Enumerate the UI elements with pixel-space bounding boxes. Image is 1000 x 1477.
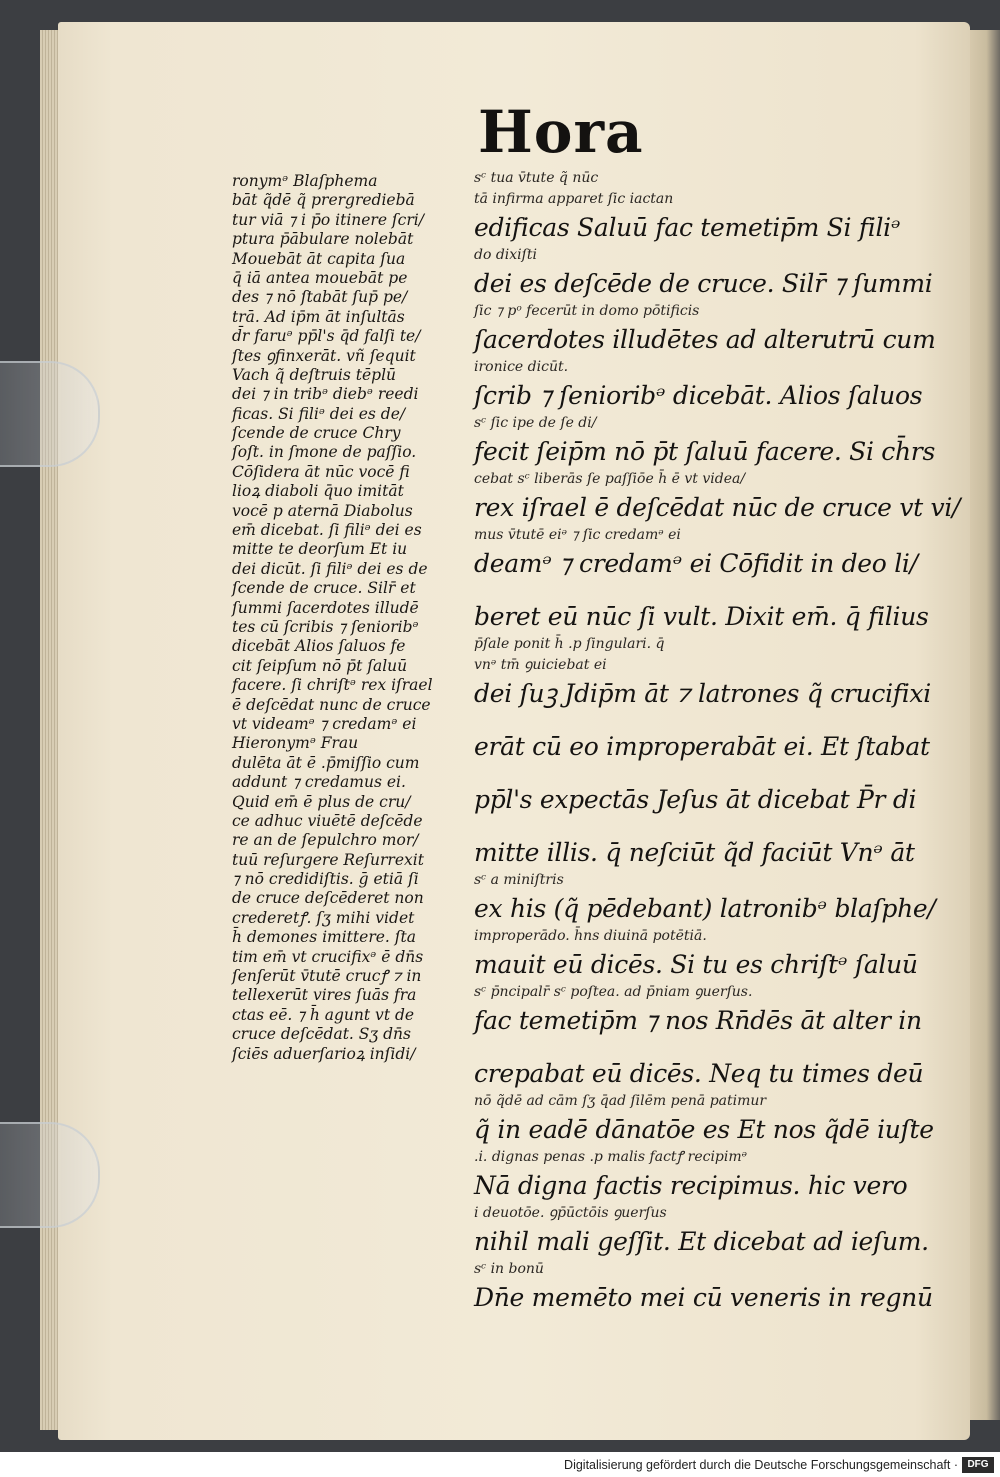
text-line: Nā digna factis recipimus. hic vero bbox=[474, 1171, 908, 1200]
commentary-line: ptura p̄ābulare nolebāt bbox=[232, 230, 414, 249]
commentary-line: dei dicūt. ſi filiᵊ dei es de bbox=[232, 559, 428, 578]
gloss-line: sᶜ ſic ipe de ſe di/ bbox=[474, 415, 597, 431]
commentary-line: ſoſt. in ſmone de paſſio. bbox=[232, 443, 417, 462]
gloss-line: ſic ⁊ pᵒ fecerūt in domo pōtificis bbox=[474, 303, 700, 319]
commentary-line: re an de ſepulchro mor/ bbox=[232, 831, 419, 850]
gloss-line: nō q̃dē ad cām ſʒ q̄ad ſilēm penā patimur bbox=[474, 1093, 767, 1109]
main-text-column bbox=[474, 168, 961, 1315]
gloss-line: i deuotōe. ꝯp̄ūctōis ꝯuerſus bbox=[474, 1205, 667, 1221]
commentary-column bbox=[232, 172, 458, 1064]
gloss-line: vnᵊ tm̄ ꝯuiciebat ei bbox=[474, 657, 607, 673]
facing-page-edge bbox=[966, 30, 1000, 1420]
commentary-line: trā. Ad ip̄m āt inſultās bbox=[232, 307, 405, 326]
commentary-line: des ⁊ nō ſtabāt ſup̄ pe/ bbox=[232, 288, 408, 307]
text-line: pp̄l's expectās Jeſus āt dicebat P̄r di bbox=[474, 785, 917, 814]
text-line: nihil mali geſſit. Et dicebat ad ieſum. bbox=[474, 1227, 929, 1256]
commentary-line: ctas eē. ⁊ h̄ agunt vt de bbox=[232, 1005, 415, 1024]
commentary-line: crederetꝭ. ſʒ mihi videt bbox=[232, 908, 415, 927]
commentary-line: de cruce deſcēderet non bbox=[232, 889, 424, 908]
commentary-line: ce adhuc viuētē deſcēde bbox=[232, 811, 423, 830]
commentary-line: ſcende de cruce. Silr̄ et bbox=[232, 579, 416, 598]
text-line: ſacerdotes illudētes ad alterutrū cum bbox=[474, 325, 936, 354]
text-line: rex iſrael ē deſcēdat nūc de cruce vt vi/ bbox=[474, 493, 961, 522]
commentary-line: ⁊ nō credidiſtis. ḡ etiā ſi bbox=[232, 870, 419, 889]
text-line: mauit eū dicēs. Si tu es chriſtᵊ ſaluū bbox=[474, 950, 918, 979]
commentary-line: Quid em̄ ē plus de cru/ bbox=[232, 792, 411, 811]
commentary-line: ſtes ꝯfinxerāt. vñ ſequit bbox=[232, 346, 416, 365]
funding-credit: Digitalisierung gefördert durch die Deutsche Forschungsgemeinschaft · bbox=[564, 1458, 958, 1472]
commentary-line: facere. ſi chriſtᵊ rex iſrael bbox=[232, 676, 433, 695]
gloss-line: sᶜ tua v̄tute q̃ nūc bbox=[474, 170, 599, 186]
text-line: crepabat eū dicēs. Neq tu times deū bbox=[474, 1059, 924, 1088]
commentary-line: vocē p aternā Diabolus bbox=[232, 501, 413, 520]
commentary-line: cit ſeipſum nō p̄t ſaluū bbox=[232, 656, 408, 675]
text-line: ex his (q̃ pēdebant) latronibᵊ blaſphe/ bbox=[474, 894, 936, 923]
gloss-line: .i. dignas penas .p malis factꝭ recipimᵊ bbox=[474, 1149, 748, 1165]
text-line: fac temetip̄m ⁊ nos Rn̄dēs āt alter in bbox=[474, 1006, 922, 1035]
gloss-line: cebat sᶜ liberās ſe paſſiōe h̄ ē vt videa/ bbox=[474, 471, 746, 487]
gloss-line: do dixiſti bbox=[474, 247, 537, 263]
gloss-line: tā infirma apparet ſic iactan bbox=[474, 191, 674, 207]
dfg-logo: DFG bbox=[962, 1457, 994, 1473]
commentary-line: ſciēs aduerſarioꝝ inſidi/ bbox=[232, 1044, 416, 1063]
commentary-line: em̄ dicebat. ſi filiᵊ dei es bbox=[232, 521, 422, 540]
commentary-line: ſummi ſacerdotes illudē bbox=[232, 598, 419, 617]
commentary-line: bāt q̃dē q̃ prergrediebā bbox=[232, 191, 415, 210]
commentary-line: ſenſerūt v̄tutē crucꝭ ⁊ in bbox=[232, 967, 422, 986]
text-line: fecit ſeip̄m nō p̄t ſaluū facere. Si ch̄rs bbox=[474, 437, 935, 466]
line-gap bbox=[474, 764, 886, 782]
text-line: Dn̄e memēto mei cū veneris in regnū bbox=[474, 1283, 933, 1312]
commentary-line: tes cū ſcribis ⁊ ſenioribᵊ bbox=[232, 617, 419, 636]
commentary-line: vt videamᵊ ⁊ credamᵊ ei bbox=[232, 714, 417, 733]
page-clip-top bbox=[0, 361, 100, 467]
gloss-line: sᶜ in bonū bbox=[474, 1261, 544, 1277]
text-line: mitte illis. q̄ neſciūt q̃d faciūt Vnᵊ āt bbox=[474, 838, 915, 867]
commentary-line: tellexerūt vires ſuās fra bbox=[232, 986, 417, 1005]
commentary-line: dei ⁊ in tribᵊ diebᵊ reedi bbox=[232, 385, 419, 404]
text-line: edificas Saluū fac temetip̄m Si filiᵊ bbox=[474, 213, 901, 242]
text-line: dei es deſcēde de cruce. Silr̄ ⁊ ſummi bbox=[474, 269, 933, 298]
text-line: beret eū nūc ſi vult. Dixit em̄. q̄ filius bbox=[474, 602, 929, 631]
text-line: dei ſuꝫ Jdip̄m āt ⁊ latrones q̃ crucifixi bbox=[474, 679, 931, 708]
line-gap bbox=[474, 817, 886, 835]
gloss-line: mus v̄tutē eiᵊ ⁊ ſic credamᵊ ei bbox=[474, 527, 681, 543]
commentary-line: Vach q̃ deſtruis tēplū bbox=[232, 365, 397, 384]
commentary-line: ſcende de cruce Chry bbox=[232, 424, 401, 443]
commentary-line: d̄r faruᵊ pp̄l's q̄d falſi te/ bbox=[232, 327, 421, 346]
commentary-line: dulēta āt ē .p̄miſſio cum bbox=[232, 753, 420, 772]
commentary-line: Hieronymᵊ Frau bbox=[232, 734, 359, 753]
commentary-line: lioꝝ diaboli q̄uo imitāt bbox=[232, 482, 404, 501]
commentary-line: h̄ demones imittere. ſta bbox=[232, 928, 416, 947]
text-line: ſcrib ⁊ ſenioribᵊ dicebāt. Alios ſaluos bbox=[474, 381, 923, 410]
commentary-line: ē deſcēdat nunc de cruce bbox=[232, 695, 431, 714]
text-line: q̃ in eadē dānatōe es Et nos q̃dē iuſte bbox=[474, 1115, 934, 1144]
commentary-line: ficas. Si filiᵊ dei es de/ bbox=[232, 404, 406, 423]
commentary-line: mitte te deorſum Et iu bbox=[232, 540, 408, 559]
commentary-line: addunt ⁊ credamus ei. bbox=[232, 773, 406, 792]
text-line: deamᵊ ⁊ credamᵊ ei Cōfidit in deo li/ bbox=[474, 549, 918, 578]
line-gap bbox=[474, 711, 886, 729]
gloss-line: p̄ſale ponit h̄ .p ſingulari. q̄ bbox=[474, 636, 665, 652]
commentary-line: cruce deſcēdat. Sʒ dn̄s bbox=[232, 1025, 411, 1044]
line-gap bbox=[474, 581, 886, 599]
page-heading: Hora bbox=[478, 98, 644, 166]
commentary-line: ronymᵊ Blaſphema bbox=[232, 172, 378, 190]
commentary-line: tuū reſurgere Reſurrexit bbox=[232, 850, 424, 869]
gloss-line: ironice dicūt. bbox=[474, 359, 569, 375]
gloss-line: improperādo. h̄ns diuinā potētiā. bbox=[474, 928, 707, 944]
commentary-line: dicebāt Alios ſaluos fe bbox=[232, 637, 406, 656]
text-line: erāt cū eo improperabāt ei. Et ſtabat bbox=[474, 732, 930, 761]
commentary-line: tur viā ⁊ i p̄o itinere ſcri/ bbox=[232, 210, 424, 229]
commentary-line: tim em̄ vt crucifixᵊ ē dn̄s bbox=[232, 947, 424, 966]
line-gap bbox=[474, 1038, 886, 1056]
page-clip-bottom bbox=[0, 1122, 100, 1228]
gloss-line: sᶜ p̄ncipalr̄ sᶜ poſtea. ad p̄niam ꝯuerſus. bbox=[474, 984, 753, 1000]
gloss-line: sᶜ a miniſtris bbox=[474, 872, 564, 888]
commentary-line: q̄ iā antea mouebāt pe bbox=[232, 268, 408, 287]
commentary-line: Cōſidera āt nūc vocē fi bbox=[232, 462, 410, 481]
commentary-line: Mouebāt āt capita ſua bbox=[232, 249, 406, 268]
